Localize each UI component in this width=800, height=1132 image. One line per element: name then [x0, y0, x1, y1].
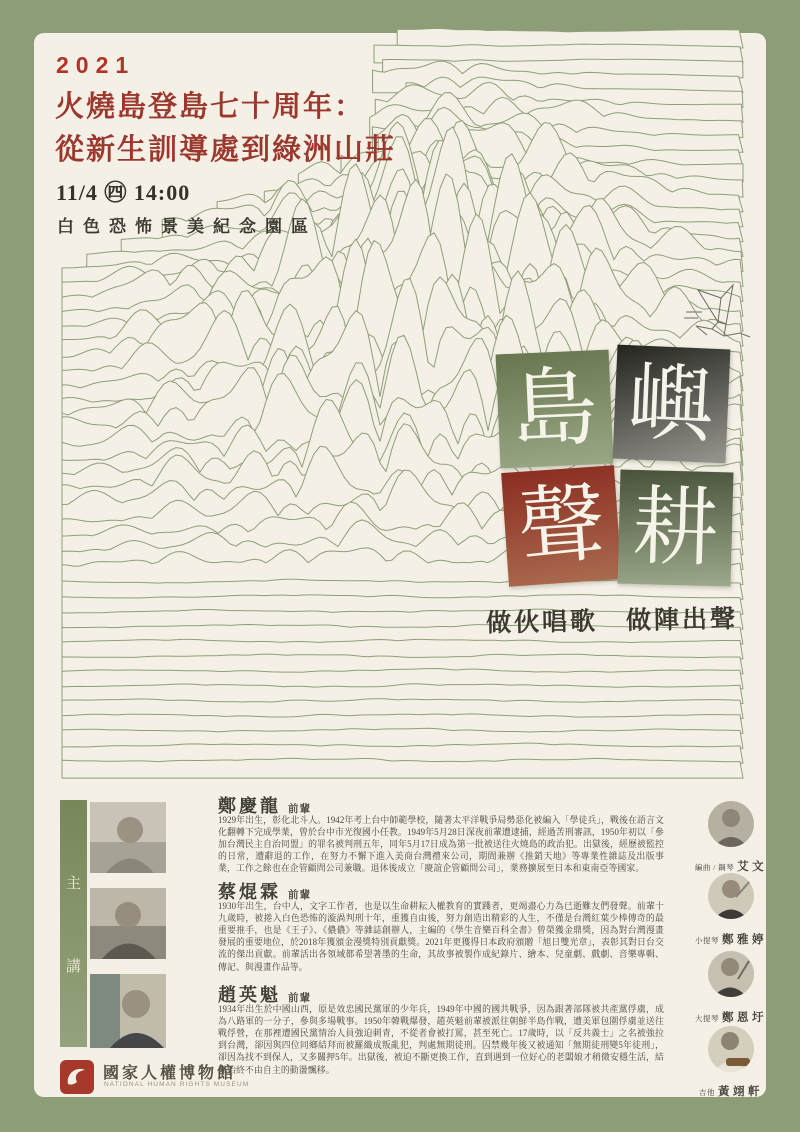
museum-logo-mark	[60, 1060, 94, 1094]
poster-title-line2: 從新生訓導處到綠洲山莊	[55, 133, 397, 166]
speaker-name-text: 蔡焜霖	[218, 882, 281, 902]
event-venue: 白色恐怖景美紀念園區	[57, 217, 317, 236]
speaker-honorific: 前輩	[288, 890, 311, 901]
speaker-photo-3	[90, 974, 166, 1048]
musician-name: 鄭雅婷	[722, 934, 767, 946]
section-label-char: 主	[65, 875, 81, 892]
tile-char: 嶼	[626, 354, 717, 454]
musician-name: 黃翊軒	[718, 1086, 763, 1098]
calligraphy-tile-isle	[613, 345, 731, 464]
museum-logo-swirl-icon	[64, 1064, 90, 1090]
musician-name: 艾文	[737, 861, 768, 873]
musician-photo-1	[708, 801, 754, 847]
calligraphy-tile-plough	[618, 470, 734, 587]
musician-photo-2	[708, 873, 754, 919]
musician-photo-3	[708, 951, 754, 997]
speaker-name-text: 趙英魁	[218, 985, 281, 1005]
speaker-bio-1: 1929年出生，彰化北斗人。1942年考上台中師範學校，隨著太平洋戰爭局勢惡化被編入「學徒兵」，戰後在語言文化翻轉下完成學業，曾於台中市光復國小任教。1949年5月28日深夜前輩遭逮捕，經過苦刑審訊，1950年初以「參加台灣民主自治同盟」的罪名被判刑五年，同年5月17日成為第一批被送往火燒島的政治犯。出獄後，經歷被監控的日常，遭辭退的工作，在努力不懈下進入美商台灣禮來公司，期間兼辦《推銷天地》等專業性雜誌及出版事業，工作之餘也在企管顧問公司兼職。退休後成立「慶誼企管顧問公司」，業務擴展至日本和東南亞等國家。	[218, 815, 664, 874]
paper-crane-icon	[684, 282, 754, 338]
musician-role: 編曲 / 鋼琴	[694, 863, 735, 872]
musician-label-4	[672, 1082, 790, 1100]
speaker-bio-3: 1934年出生於中國山西，原是效忠國民黨軍的少年兵，1949年中國的國共戰爭，因為跟著部隊被共產黨俘虜，成為八路軍的一分子，參與多場戰事。1950年韓戰爆發，趙英魁前輩被派往朝鮮半島作戰，遭美軍包圍俘虜並送往戰俘營，在那裡遭國民黨情治人員強迫刺青，不從者會被打罵，甚至死亡。17歲時，以「反共義士」之名被強拉到台灣，卻因與四位同鄉結拜而被羅織成叛亂犯，判處無期徒刑。囚禁幾年後又被通知「無期徒刑變5年徒刑」，卻因為找不到保人，又多關押5年。出獄後，被迫不斷更換工作，直到遇到一位好心的老闆娘才稍微安穩生活，結束始終不由自主的動盪飄移。	[218, 1004, 664, 1075]
tile-char: 耕	[631, 478, 720, 578]
museum-name-en: NATIONAL HUMAN RIGHTS MUSEUM	[104, 1081, 250, 1088]
tile-char: 島	[509, 359, 600, 459]
speakers-section-label	[60, 800, 87, 1047]
musician-role: 大提琴	[695, 1014, 719, 1023]
musician-name: 鄭恩圩	[722, 1012, 767, 1024]
musician-role: 吉他	[699, 1088, 715, 1097]
musician-label-2	[672, 930, 790, 948]
poster-title-line1: 火燒島登島七十周年：	[55, 91, 366, 123]
speaker-photo-2	[90, 888, 166, 959]
section-label-char: 講	[65, 958, 81, 975]
musician-label-3	[672, 1008, 790, 1026]
event-datetime: 11/4 ㊃ 14:00	[56, 180, 191, 205]
poster-year: 2021	[56, 52, 136, 78]
tile-char: 聲	[515, 475, 608, 577]
musician-role: 小提琴	[695, 936, 719, 945]
museum-name-zh: 國家人權博物館	[103, 1065, 237, 1082]
calligraphy-tile-voice	[501, 465, 622, 587]
speaker-photo-1	[90, 802, 166, 873]
calligraphy-tile-island	[496, 350, 614, 469]
speaker-honorific: 前輩	[288, 993, 311, 1004]
speaker-honorific: 前輩	[288, 804, 311, 815]
speaker-bio-2: 1930年出生，台中人，文字工作者，也是以生命耕耘人權教育的實踐者，更竭盡心力為已逝難友們發聲。前輩十九歲時，被捲入白色恐怖的漩渦判刑十年，重獲自由後，努力創造出精彩的人生，不僅是台灣紅葉少棒傳奇的最重要推手，也是《王子》、《儂儂》等雜誌創辦人，主編的《學生音樂百科全書》曾榮獲金鼎獎，因為對台灣漫畫發展的重要地位，於2018年獲頒金漫獎特別貢獻獎。2021年更獲得日本政府頒贈「旭日雙光章」，表彰其對日台交流的傑出貢獻。前輩活出各領域都希望著墨的生命，其故事被製作成紀錄片、繪本、兒童劇、戲劇、音樂專輯、傳記、與漫畫作品等。	[218, 901, 664, 972]
musician-photo-4	[708, 1026, 754, 1072]
handwritten-slogan: 做伙唱歌 做陣出聲	[485, 605, 739, 638]
speaker-name-text: 鄭慶龍	[218, 796, 281, 816]
poster-title	[55, 86, 396, 172]
